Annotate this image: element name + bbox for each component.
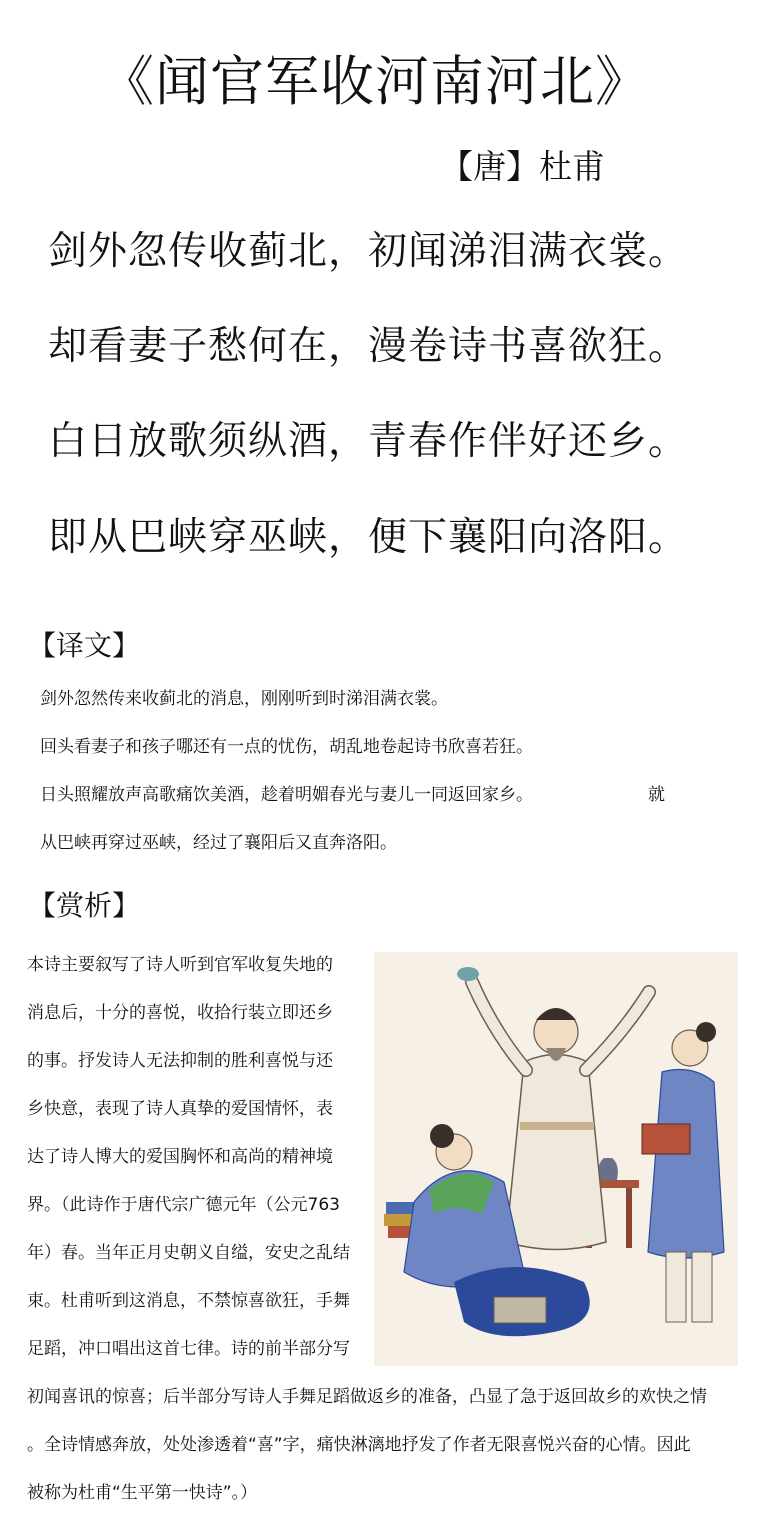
child-leg-left bbox=[666, 1252, 686, 1322]
child-robe bbox=[648, 1070, 724, 1258]
translation-line-3-tail: 就 bbox=[648, 785, 665, 805]
analysis-line-5: 达了诗人博大的爱国胸怀和高尚的精神境 bbox=[27, 1147, 333, 1167]
table-leg-right bbox=[626, 1188, 632, 1248]
translation-line-2: 回头看妻子和孩子哪还有一点的忧伤，胡乱地卷起诗书欣喜若狂。 bbox=[40, 737, 533, 757]
translation-heading: 【译文】 bbox=[28, 629, 141, 662]
translation-line-3: 日头照耀放声高歌痛饮美酒，趁着明媚春光与妻儿一同返回家乡。 bbox=[40, 785, 533, 805]
illustration-drawing bbox=[374, 952, 738, 1366]
wife-hair-bun bbox=[430, 1124, 454, 1148]
analysis-line-11: 。全诗情感奔放，处处渗透着“喜”字，痛快淋漓地抒发了作者无限喜悦兴奋的心情。因此 bbox=[27, 1435, 691, 1455]
translation-line-1: 剑外忽然传来收蓟北的消息，刚刚听到时涕泪满衣裳。 bbox=[40, 689, 448, 709]
analysis-line-2: 消息后，十分的喜悦，收拾行装立即还乡 bbox=[27, 1003, 333, 1023]
wine-cup-icon bbox=[457, 967, 479, 981]
child-leg-right bbox=[692, 1252, 712, 1322]
analysis-line-7: 年）春。当年正月史朝义自缢，安史之乱结 bbox=[27, 1243, 350, 1263]
du-fu-sash bbox=[520, 1122, 594, 1130]
analysis-line-8: 束。杜甫听到这消息，不禁惊喜欲狂，手舞 bbox=[27, 1291, 350, 1311]
du-fu-hat bbox=[536, 1008, 576, 1020]
du-fu-left-sleeve bbox=[472, 982, 526, 1070]
poem-line-4: 即从巴峡穿巫峡，便下襄阳向洛阳。 bbox=[48, 515, 689, 560]
poem-line-1: 剑外忽传收蓟北，初闻涕泪满衣裳。 bbox=[48, 229, 689, 274]
poem-line-3: 白日放歌须纵酒，青春作伴好还乡。 bbox=[48, 419, 689, 464]
teapot-icon bbox=[598, 1158, 618, 1180]
du-fu-illustration bbox=[374, 952, 738, 1366]
analysis-line-10: 初闻喜讯的惊喜；后半部分写诗人手舞足蹈做返乡的准备，凸显了急于返回故乡的欢快之情 bbox=[27, 1387, 707, 1407]
child-hair-bun bbox=[696, 1022, 716, 1042]
floor-book-bundle-icon bbox=[494, 1297, 546, 1323]
analysis-line-6: 界。（此诗作于唐代宗广德元年（公元763 bbox=[27, 1195, 340, 1215]
analysis-line-3: 的事。抒发诗人无法抑制的胜利喜悦与还 bbox=[27, 1051, 333, 1071]
child-books-icon bbox=[642, 1124, 690, 1154]
analysis-line-1: 本诗主要叙写了诗人听到官军收复失地的 bbox=[27, 955, 333, 975]
poem-line-2: 却看妻子愁何在，漫卷诗书喜欲狂。 bbox=[48, 324, 689, 369]
poem-author: 【唐】杜甫 bbox=[440, 147, 605, 186]
analysis-line-9: 足蹈，冲口唱出这首七律。诗的前半部分写 bbox=[27, 1339, 350, 1359]
analysis-heading: 【赏析】 bbox=[28, 889, 141, 922]
du-fu-right-sleeve bbox=[586, 992, 649, 1070]
translation-line-4: 从巴峡再穿过巫峡，经过了襄阳后又直奔洛阳。 bbox=[40, 833, 397, 853]
du-fu-robe bbox=[506, 1055, 606, 1250]
analysis-line-12: 被称为杜甫“生平第一快诗”。） bbox=[27, 1483, 258, 1503]
poem-title: 《闻官军收河南河北》 bbox=[100, 50, 650, 113]
analysis-line-4: 乡快意，表现了诗人真挚的爱国情怀，表 bbox=[27, 1099, 333, 1119]
